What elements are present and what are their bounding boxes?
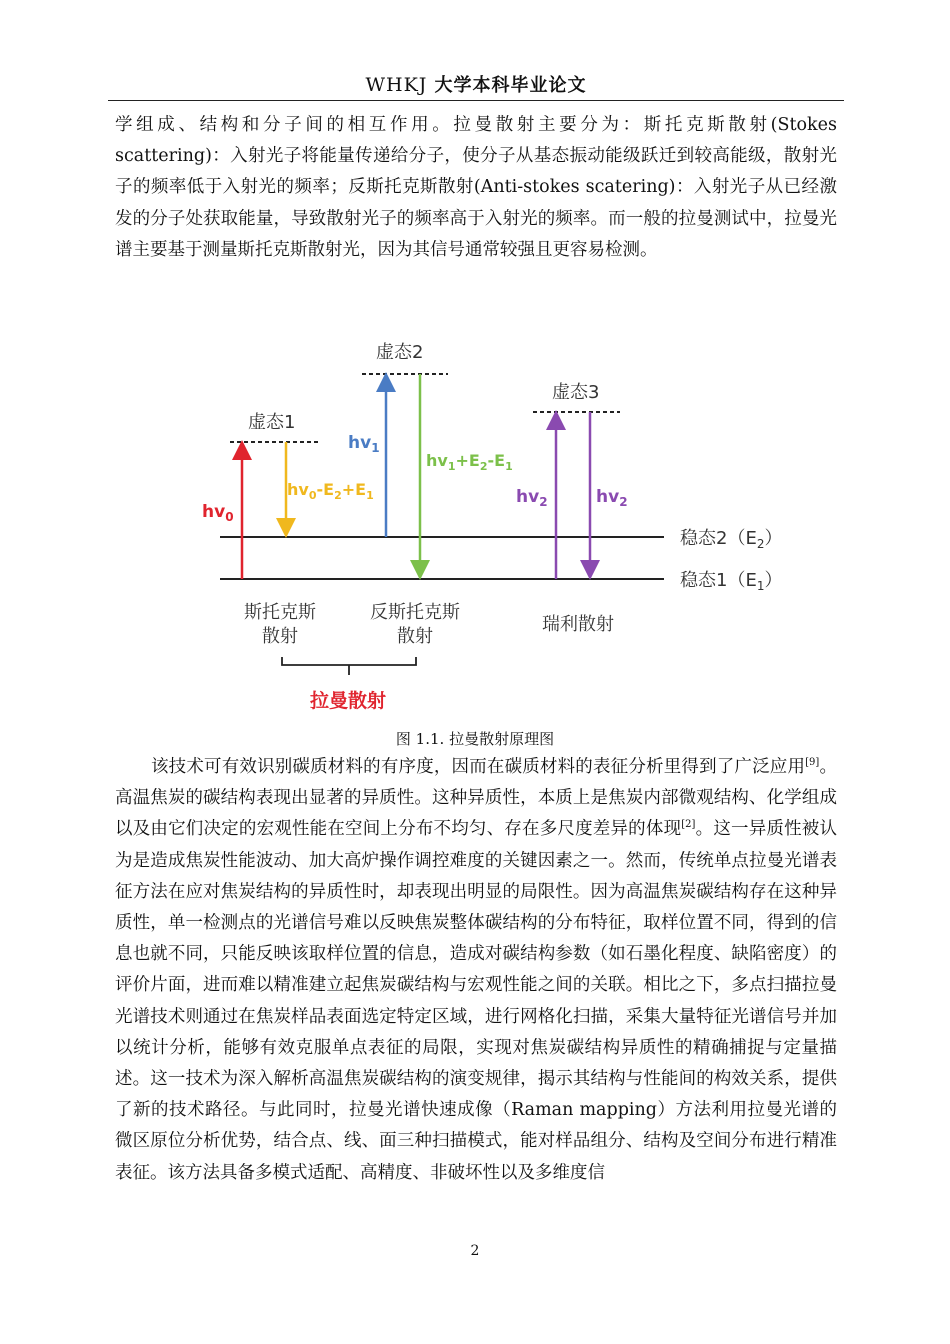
anti-stokes-label-line1: 反斯托克斯 [370,602,460,623]
raman-label: 拉曼散射 [309,690,387,712]
state1-label: 稳态$1(E_1)$ [680,570,783,593]
stokes-label-line1: 斯托克斯 [244,602,316,623]
virtual2-label: 虚态2 [376,342,424,363]
raman-scattering-diagram [190,330,810,725]
header-latin: WHKJ [365,74,435,96]
hv1-label: $hv_1$ [348,433,380,455]
virtual1-label: 虚态1 [248,412,296,433]
stokes-label-line2: 散射 [262,626,298,647]
hv0-label: $hv_0$ [202,502,234,524]
anti-stokes-out-label: $hv_1+E_2-E_1$ [426,451,513,473]
paragraph-2-part-1: 该技术可有效识别碳质材料的有序度，因而在碳质材料的表征分析里得到了广泛应用 [151,757,806,777]
paragraph-1: 学组成、结构和分子间的相互作用。拉曼散射主要分为：斯托克斯散射(Stokes scattering)：入射光子将能量传递给分子，使分子从基态振动能级跃迁到较高能级，散射光子的频率低于入射光的频率；反斯托克斯散射(Anti-stokes scatering)：入射光子从已经激发的分子处获取能量，导致散射光子的频率高于入射光的频率。而一般的拉曼测试中，拉曼光谱主要基于测量斯托克斯散射光，因为其信号通常较强且更容易检测。 [115,115,837,260]
raman-bracket [282,657,416,675]
hv2-out-label: $hv_2$ [596,487,628,509]
rayleigh-label: 瑞利散射 [542,614,614,635]
anti-stokes-label-line2: 散射 [397,626,433,647]
paragraph-2-part-2: 。高温焦炭的碳结构表现出显著的异质性。这种异质性，本质上是焦炭内部微观结构、化学组成以及由它们决定的宏观性能在空间上分布不均匀、存在多尺度差异的体现 [115,757,838,840]
figure-caption: 图 1.1. 拉曼散射原理图 [395,730,555,748]
page-number: 2 [470,1243,480,1259]
citation-2: [2] [681,819,696,831]
citation-9: [9] [805,757,820,769]
header-title [366,74,587,96]
header-cn: 大学本科毕业论文 [434,75,587,96]
running-header [108,70,844,101]
virtual3-label: 虚态3 [552,382,600,403]
paragraph-2 [115,752,837,1189]
state2-label: 稳态$2(E_2)$ [680,528,783,551]
paragraph-2-part-3: 。这一异质性被认为是造成焦炭性能波动、加大高炉操作调控难度的关键因素之一。然而，传统单点拉曼光谱表征方法在应对焦炭结构的异质性时，却表现出明显的局限性。因为高温焦炭碳结构存在这种异质性，单一检测点的光谱信号难以反映焦炭整体碳结构的分布特征，取样位置不同，得到的信息也就不同，只能反映该取样位置的信息，造成对碳结构参数（如石墨化程度、缺陷密度）的评价片面，进而难以精准建立起焦炭碳结构与宏观性能之间的关联。相比之下，多点扫描拉曼光谱技术则通过在焦炭样品表面选定特定区域，进行网格化扫描，采集大量特征光谱信号并加以统计分析，能够有效克服单点表征的局限，实现对焦炭碳结构异质性的精确捕捉与定量描述。这一技术为深入解析高温焦炭碳结构的演变规律，揭示其结构与性能间的构效关系，提供了新的技术路径。与此同时，拉曼光谱快速成像（Raman mapping）方法利用拉曼光谱的微区原位分析优势，结合点、线、面三种扫描模式，能对样品组分、结构及空间分布进行精准表征。该方法具备多模式适配、高精度、非破坏性以及多维度信 [115,819,838,1183]
hv2-in-label: $hv_2$ [516,487,548,509]
stokes-out-label: $hv_0-E_2+E_1$ [287,480,374,502]
